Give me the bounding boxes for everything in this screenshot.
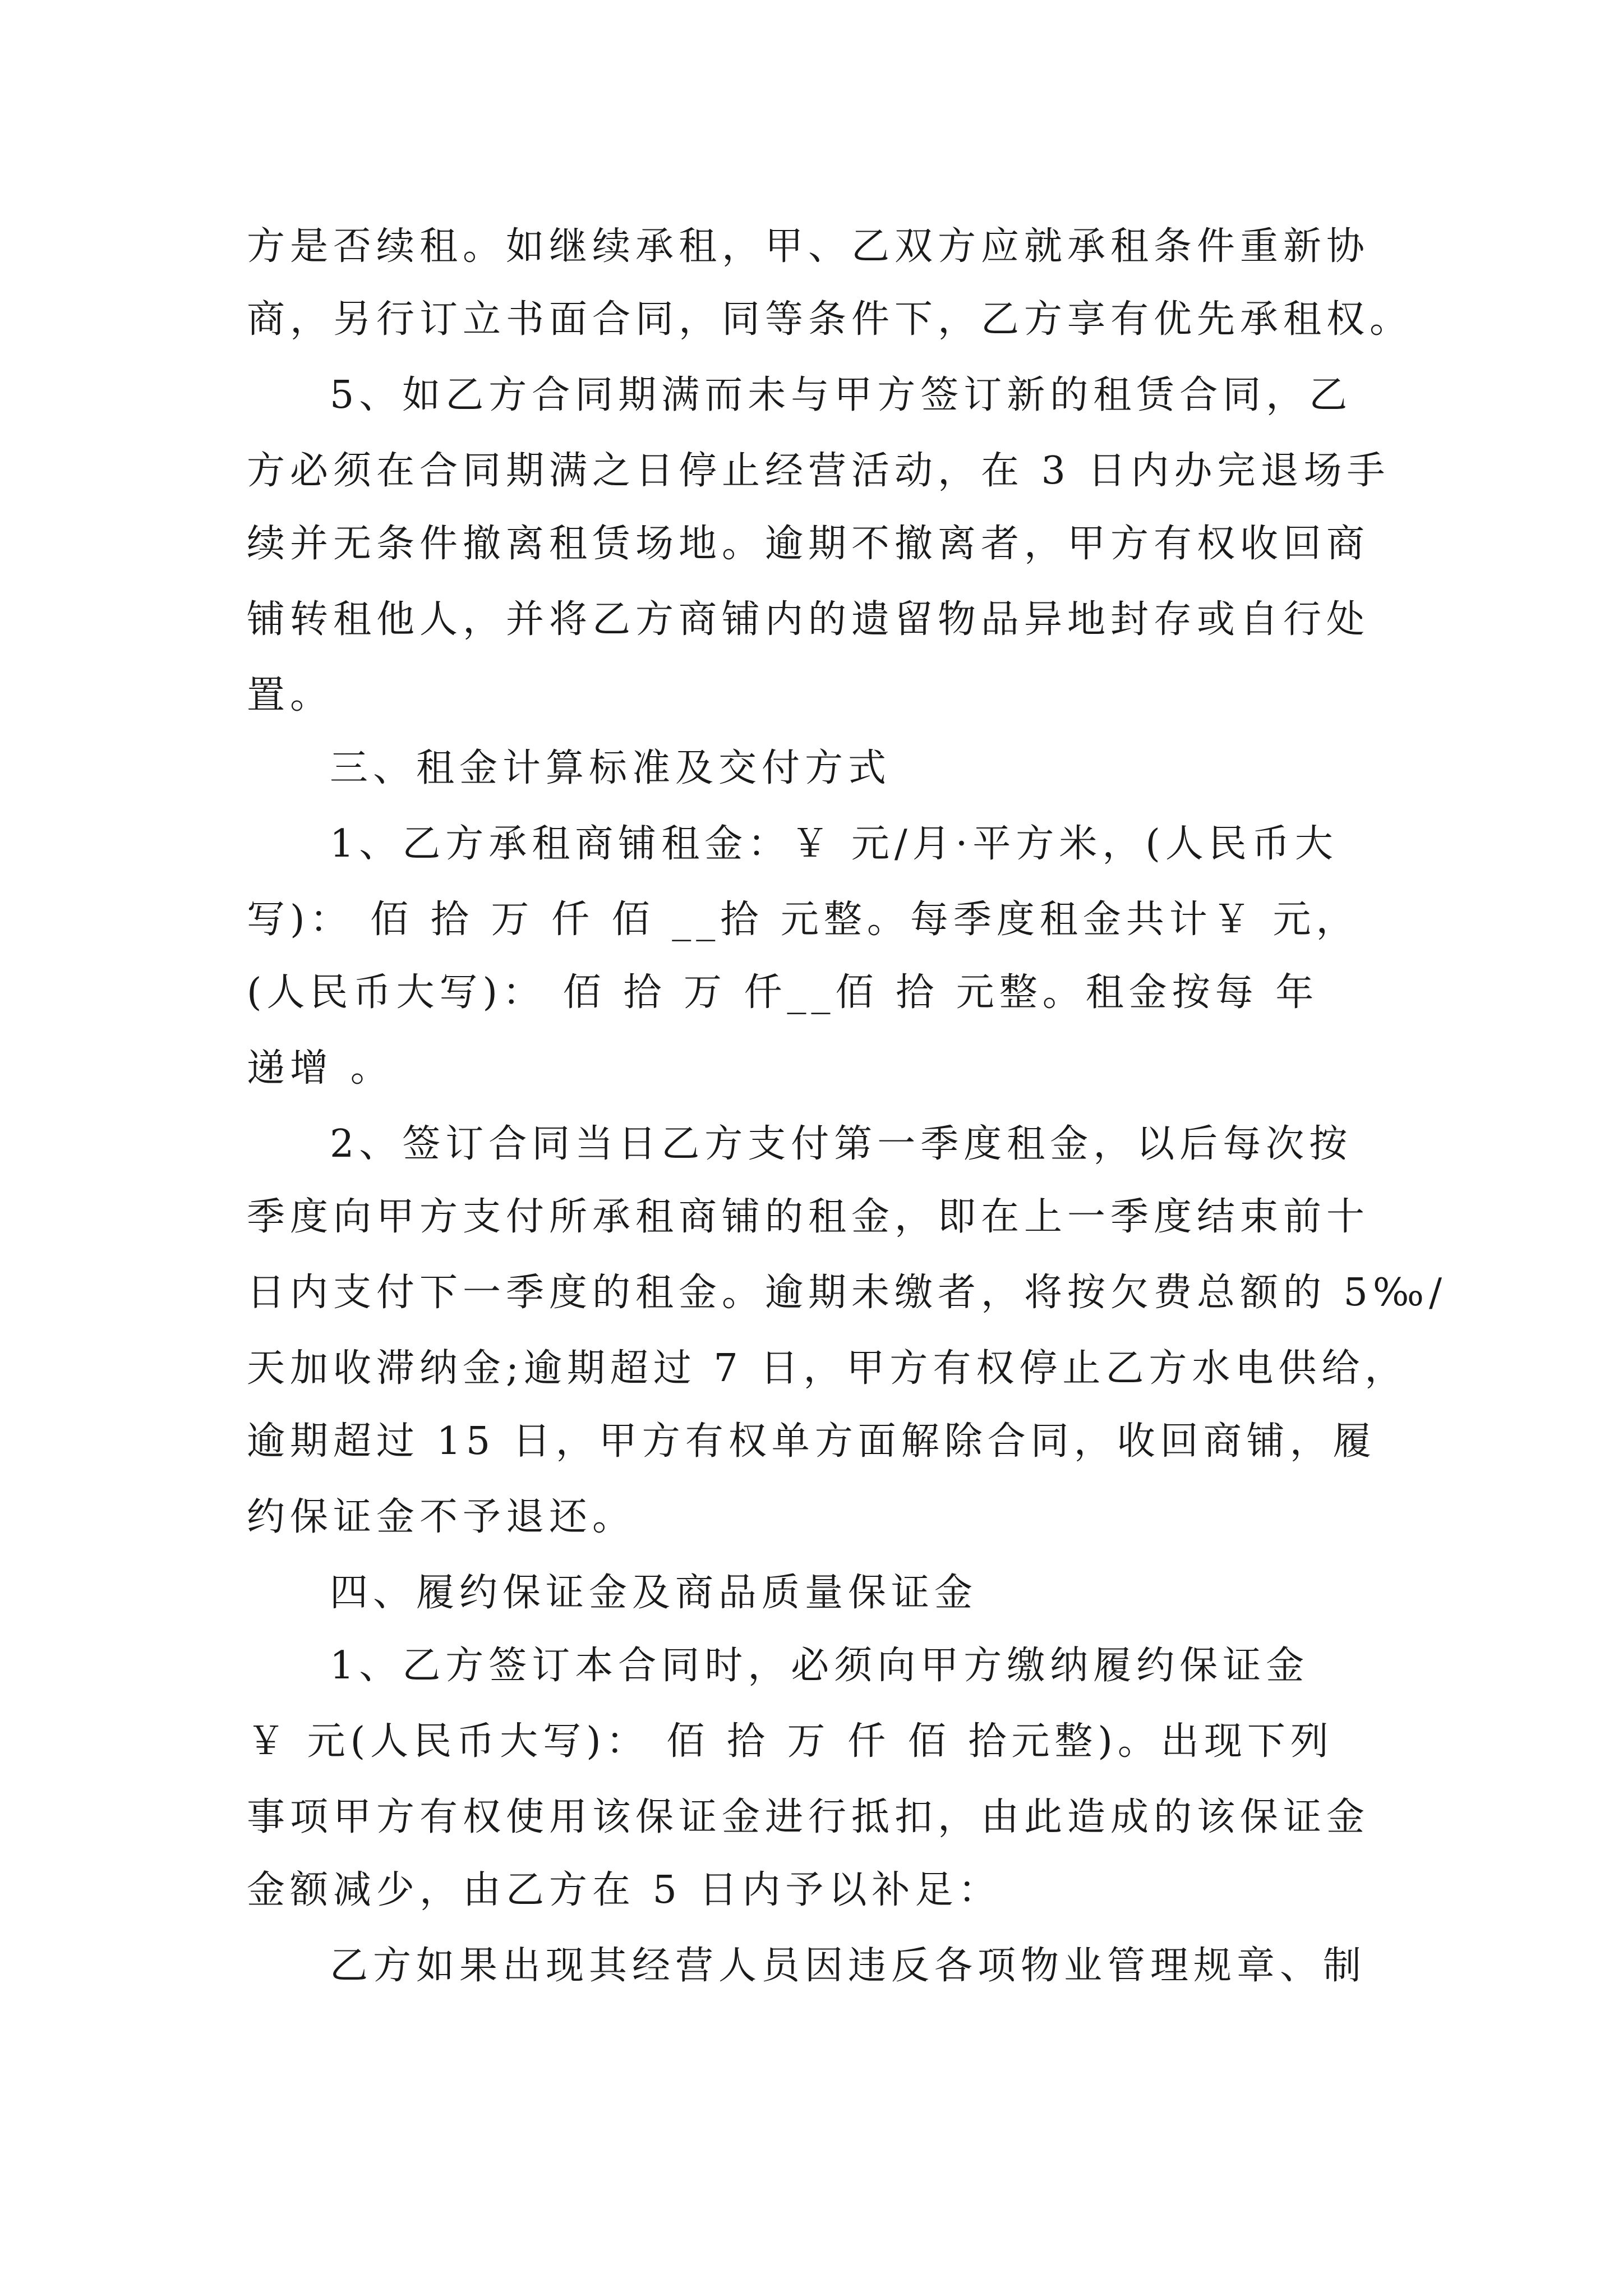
text-line: 乙方如果出现其经营人员因违反各项物业管理规章、制: [330, 1944, 1367, 1988]
text-line: 置。: [247, 673, 334, 717]
text-line: 写)： 佰 拾 万 仟 佰 __拾 元整。每季度租金共计￥ 元，: [247, 898, 1359, 942]
section-heading: 三、租金计算标准及交付方式: [330, 746, 892, 790]
text-line: 1、乙方承租商铺租金：￥ 元/月·平方米，(人民币大: [330, 822, 1338, 866]
text-line: 续并无条件撤离租赁场地。逾期不撤离者，甲方有权收回商: [247, 522, 1370, 566]
text-line: 铺转租他人，并将乙方商铺内的遗留物品异地封存或自行处: [247, 597, 1370, 642]
text-line: (人民币大写)： 佰 拾 万 仟__佰 拾 元整。租金按每 年: [247, 970, 1319, 1015]
text-line: 1、乙方签订本合同时，必须向甲方缴纳履约保证金: [330, 1644, 1310, 1688]
text-line: 方是否续租。如继续承租，甲、乙双方应就承租条件重新协: [247, 224, 1370, 269]
text-line: 递增 。: [247, 1046, 394, 1091]
text-line: 约保证金不予退还。: [247, 1495, 636, 1539]
text-line: 方必须在合同期满之日停止经营活动，在 3 日内办完退场手: [247, 449, 1390, 493]
text-line: 季度向甲方支付所承租商铺的租金，即在上一季度结束前十: [247, 1195, 1370, 1239]
text-line: 商，另行订立书面合同，同等条件下，乙方享有优先承租权。: [247, 297, 1413, 342]
text-line: 5、如乙方合同期满而未与甲方签订新的租赁合同，乙: [330, 373, 1353, 417]
text-line: 天加收滞纳金;逾期超过 7 日，甲方有权停止乙方水电供给，: [247, 1346, 1408, 1391]
text-line: 逾期超过 15 日，甲方有权单方面解除合同，收回商铺，履: [247, 1419, 1376, 1464]
text-line: 日内支付下一季度的租金。逾期未缴者，将按欠费总额的 5‰/: [247, 1271, 1447, 1315]
text-line: 2、签订合同当日乙方支付第一季度租金，以后每次按: [330, 1122, 1353, 1166]
text-line: ￥ 元(人民币大写)： 佰 拾 万 仟 佰 拾元整)。出现下列: [247, 1719, 1334, 1764]
section-heading: 四、履约保证金及商品质量保证金: [330, 1571, 978, 1615]
text-line: 事项甲方有权使用该保证金进行抵扣，由此造成的该保证金: [247, 1795, 1370, 1839]
text-line: 金额减少，由乙方在 5 日内予以补足：: [247, 1868, 1002, 1912]
